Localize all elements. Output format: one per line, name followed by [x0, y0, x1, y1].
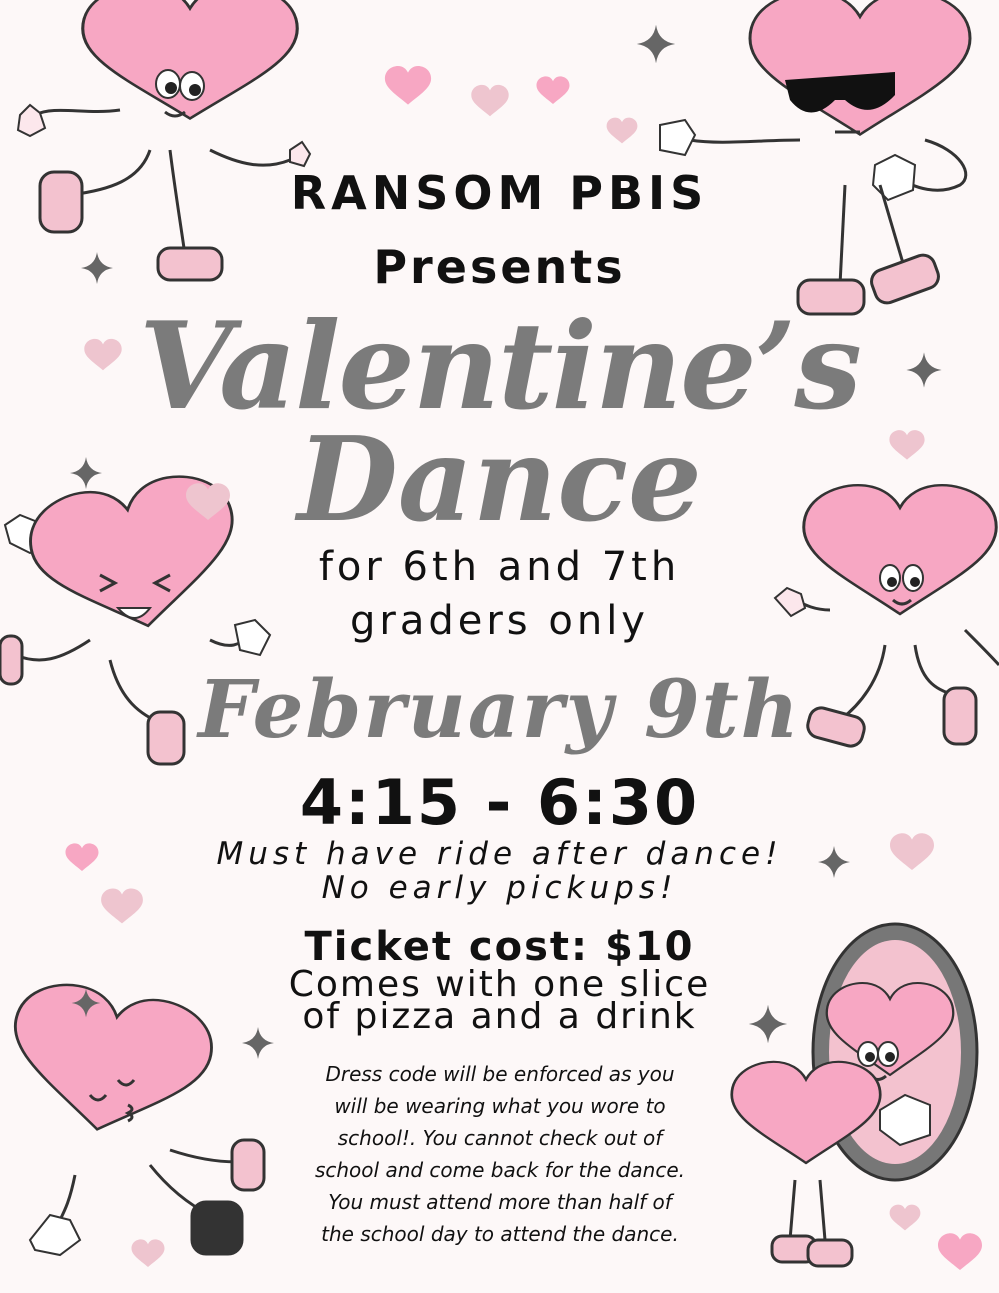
- audience-line2: graders only: [350, 598, 649, 644]
- event-time: 4:15 - 6:30: [299, 766, 700, 839]
- event-date: February 9th: [198, 662, 801, 756]
- dress-code-line: school and come back for the dance.: [314, 1158, 686, 1182]
- organization-name: RANSOM PBIS: [290, 166, 709, 220]
- ticket-cost: Ticket cost: $10: [304, 924, 695, 970]
- dress-code-line: the school day to attend the dance.: [321, 1222, 679, 1246]
- ticket-includes-line2: of pizza and a drink: [302, 996, 697, 1037]
- dress-code-line: You must attend more than half of: [328, 1190, 672, 1214]
- ticket-includes-line1: Comes with one slice: [288, 964, 711, 1005]
- event-title-line1: Valentine’s: [139, 296, 860, 437]
- event-title-line2: Dance: [297, 412, 702, 548]
- presents-label: Presents: [373, 240, 626, 294]
- dress-code-line: school!. You cannot check out of: [337, 1126, 663, 1150]
- dress-code-notice: [260, 1058, 740, 1250]
- dress-code-line: Dress code will be enforced as you: [325, 1062, 675, 1086]
- ride-notice-line2: No early pickups!: [321, 870, 678, 906]
- dress-code-line: will be wearing what you wore to: [334, 1094, 666, 1118]
- heart-character-icon: [18, 0, 310, 280]
- ride-notice-line1: Must have ride after dance!: [216, 836, 783, 872]
- audience-line1: for 6th and 7th: [318, 544, 681, 590]
